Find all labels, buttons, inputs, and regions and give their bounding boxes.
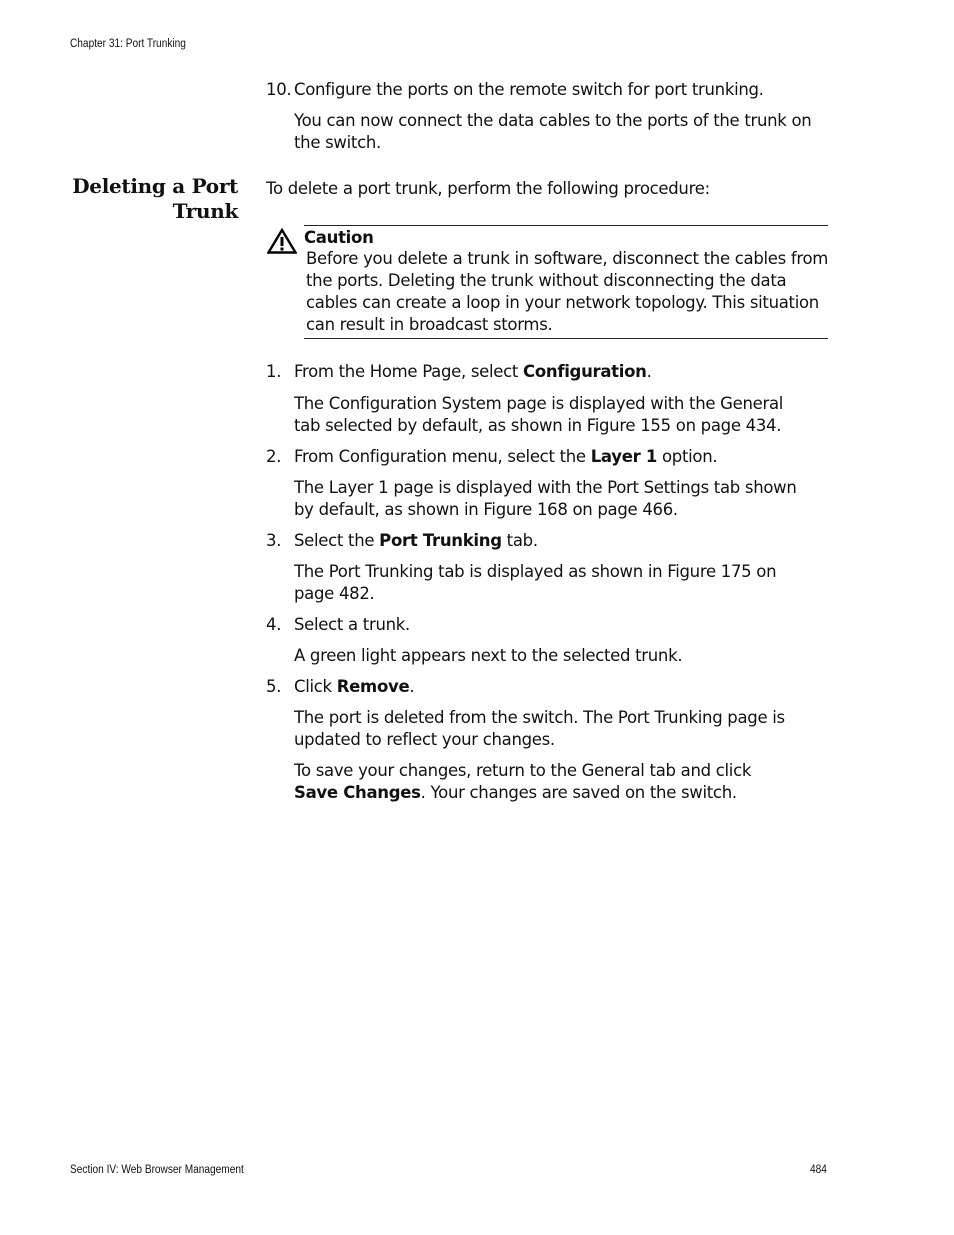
page-number: 484 [810, 1164, 827, 1176]
step-3-number: 3. [266, 531, 282, 550]
step-5-save-note: To save your changes, return to the General tab and click Save Changes. Your changes are saved on the switch. [294, 761, 752, 802]
step-4-text: Select a trunk. [294, 615, 410, 634]
step-1-text: From the Home Page, select Configuration. [294, 362, 652, 381]
footer-section: Section IV: Web Browser Management [70, 1164, 244, 1176]
step-4-number: 4. [266, 615, 282, 634]
section-title-line1: Deleting a Port [72, 174, 238, 198]
section-title [38, 174, 238, 224]
step-4-note: A green light appears next to the selected trunk. [294, 646, 683, 665]
step-10-note: You can now connect the data cables to the ports of the trunk on the switch. [294, 111, 812, 152]
step-3-note: The Port Trunking tab is displayed as shown in Figure 175 on page 482. [294, 562, 777, 603]
step-10-text: Configure the ports on the remote switch for port trunking. [294, 80, 764, 99]
chapter-header: Chapter 31: Port Trunking [70, 38, 186, 50]
step-2-number: 2. [266, 447, 282, 466]
step-5-number: 5. [266, 677, 282, 696]
caution-top-rule [304, 225, 828, 226]
step-2-text: From Configuration menu, select the Layer 1 option. [294, 447, 718, 466]
caution-title: Caution [304, 228, 374, 247]
caution-body: Before you delete a trunk in software, disconnect the cables from the ports. Deleting the trunk without disconnecting the data cables can create a loop in your network topology. This situation can result in broadcast storms. [306, 249, 829, 334]
step-3-text: Select the Port Trunking tab. [294, 531, 538, 550]
step-5-note: The port is deleted from the switch. The Port Trunking page is updated to reflect your changes. [294, 708, 785, 749]
section-intro: To delete a port trunk, perform the following procedure: [266, 179, 710, 198]
section-title-line2: Trunk [172, 199, 238, 223]
step-10-number: 10. [266, 80, 292, 99]
caution-bottom-rule [304, 338, 828, 339]
step-1-number: 1. [266, 362, 282, 381]
step-5-text: Click Remove. [294, 677, 415, 696]
warning-triangle-icon [267, 228, 297, 254]
step-2-note: The Layer 1 page is displayed with the Port Settings tab shown by default, as shown in Figure 168 on page 466. [294, 478, 797, 519]
step-1-note: The Configuration System page is displayed with the General tab selected by default, as shown in Figure 155 on page 434. [294, 394, 784, 435]
